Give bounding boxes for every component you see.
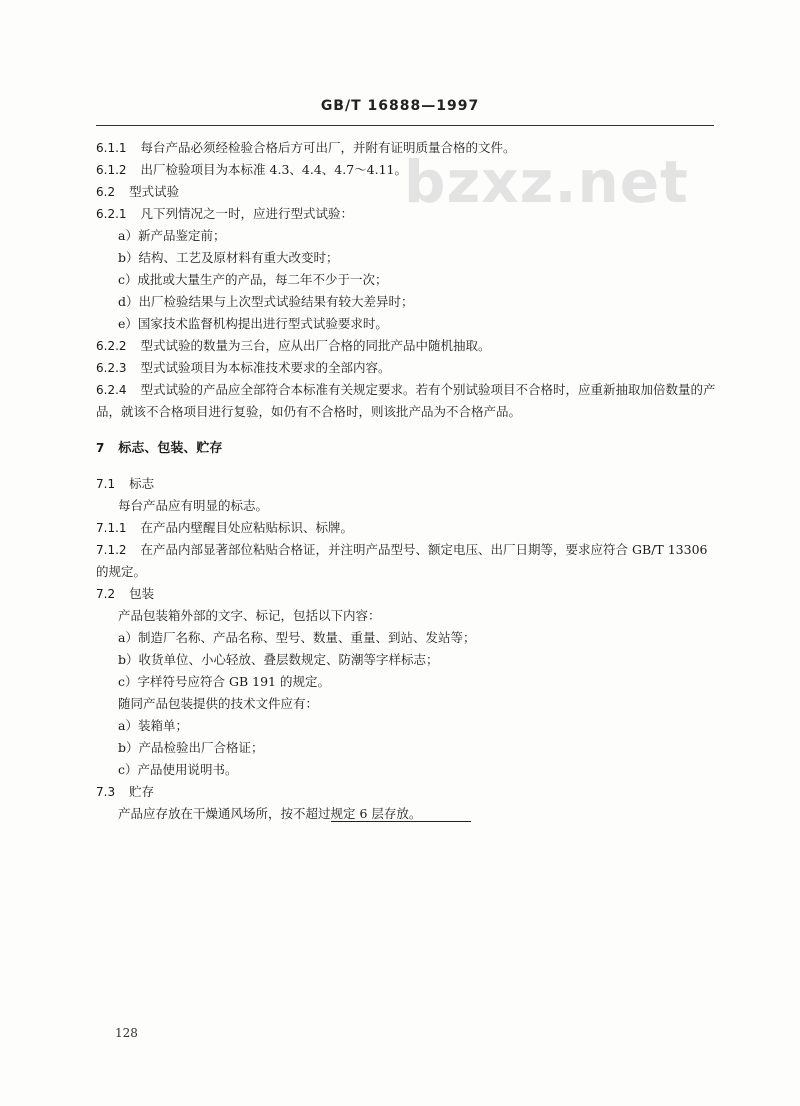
clause-number: 6.1.1: [96, 141, 127, 155]
clause-text: 在产品内壁醒目处应粘贴标识、标牌。: [140, 520, 354, 535]
clause-7-1-1: [96, 517, 716, 539]
clause-number: 6.1.2: [96, 163, 127, 177]
clause-text: 型式试验项目为本标准技术要求的全部内容。: [140, 360, 391, 375]
list-item: c）字样符号应符合 GB 191 的规定。: [118, 674, 330, 689]
paragraph: 产品应存放在干燥通风场所，按不超过规定 6 层存放。: [118, 806, 422, 821]
list-item: a）制造厂名称、产品名称、型号、数量、重量、到站、发站等；: [118, 630, 476, 645]
clause-6-2-1: [96, 203, 716, 225]
clause-heading: 贮存: [129, 784, 155, 799]
clause-number: 7.1.1: [96, 521, 127, 535]
end-of-standard-rule: [331, 821, 471, 822]
section-gap: [96, 423, 716, 437]
paragraph: 每台产品应有明显的标志。: [118, 498, 269, 513]
clause-text: 型式试验的产品应全部符合本标准有关规定要求。若有个别试验项目不合格时，应重新抽取加倍数量的产品，就该不合格项目进行复验，如仍有不合格时，则该批产品为不合格产品。: [96, 382, 716, 419]
clause-number: 6.2.1: [96, 207, 127, 221]
clause-number: 6.2: [96, 185, 116, 199]
list-item: d）出厂检验结果与上次型式试验结果有较大差异时；: [118, 294, 414, 309]
clause-number: 7.2: [96, 587, 116, 601]
paragraph: 随同产品包装提供的技术文件应有：: [118, 696, 319, 711]
clause-7-1-2: [96, 539, 716, 583]
clause-heading: 型式试验: [129, 184, 180, 199]
clause-6-2-3: [96, 357, 716, 379]
clause-6-1-2: [96, 159, 716, 181]
list-item: b）收货单位、小心轻放、叠层数规定、防潮等字样标志；: [118, 652, 439, 667]
standard-code-header: GB/T 16888—1997: [320, 98, 480, 114]
clause-6-2-2: [96, 335, 716, 357]
list-item: c）成批或大量生产的产品，每二年不少于一次；: [118, 272, 388, 287]
clause-heading: 包装: [129, 586, 155, 601]
clause-number: 7.3: [96, 785, 116, 799]
clause-6-2-4: [96, 379, 716, 423]
list-item: b）产品检验出厂合格证；: [118, 740, 264, 755]
clause-7-1: [96, 473, 716, 495]
clause-7-3: [96, 781, 716, 803]
clause-text: 每台产品必须经检验合格后方可出厂，并附有证明质量合格的文件。: [140, 140, 516, 155]
list-item: a）新产品鉴定前；: [118, 228, 226, 243]
section-heading: 标志、包装、贮存: [118, 441, 223, 456]
watermark: bzxz.net: [404, 148, 689, 216]
clause-heading: 标志: [129, 476, 155, 491]
clause-text: 在产品内部显著部位粘贴合格证，并注明产品型号、额定电压、出厂日期等，要求应符合 GB/T 13306的规定。: [96, 542, 708, 579]
clause-text: 凡下列情况之一时，应进行型式试验：: [140, 206, 354, 221]
clause-6-2: [96, 181, 716, 203]
list-item: c）产品使用说明书。: [118, 762, 238, 777]
section-number: 7: [96, 441, 105, 455]
section-7-title: [96, 437, 716, 459]
clause-number: 6.2.2: [96, 339, 127, 353]
clause-text: 型式试验的数量为三台，应从出厂合格的同批产品中随机抽取。: [140, 338, 491, 353]
clause-text: 出厂检验项目为本标准 4.3、4.4、4.7～4.11。: [140, 162, 407, 177]
list-item: e）国家技术监督机构提出进行型式试验要求时。: [118, 316, 388, 331]
page-number: 128: [115, 1026, 138, 1040]
clause-6-1-1: [96, 137, 716, 159]
clause-number: 6.2.4: [96, 383, 127, 397]
header-divider: [96, 125, 714, 126]
list-item: a）装箱单；: [118, 718, 188, 733]
clause-number: 6.2.3: [96, 361, 127, 375]
clause-7-2: [96, 583, 716, 605]
list-item: b）结构、工艺及原材料有重大改变时；: [118, 250, 339, 265]
paragraph: 产品包装箱外部的文字、标记，包括以下内容：: [118, 608, 381, 623]
section-gap: [96, 459, 716, 473]
clause-number: 7.1: [96, 477, 116, 491]
clause-number: 7.1.2: [96, 543, 127, 557]
document-body: [96, 137, 716, 825]
